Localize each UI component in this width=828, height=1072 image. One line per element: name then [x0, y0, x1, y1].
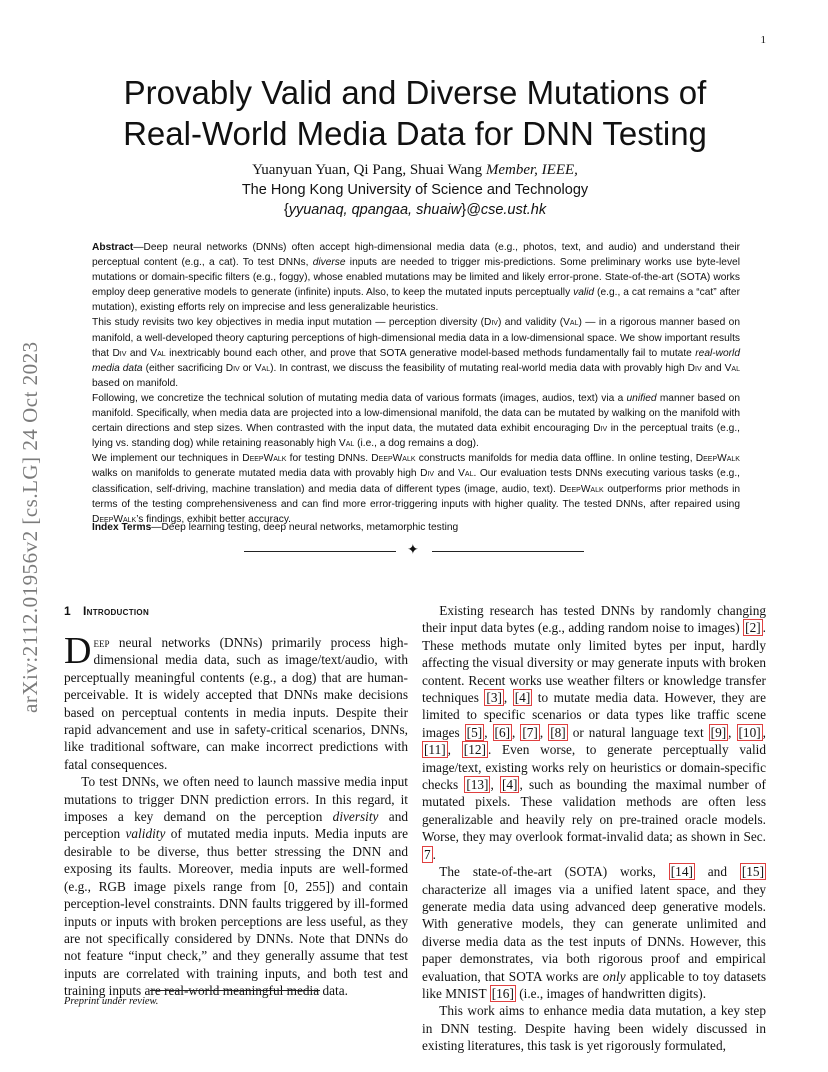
- citation-link[interactable]: [2]: [745, 620, 761, 636]
- footnote: Preprint under review.: [64, 996, 159, 1007]
- affiliation: The Hong Kong University of Science and Technology: [241, 182, 589, 198]
- body-paragraph: This work aims to enhance media data mutation, a key step in DNN testing. Despite having been widely discussed in existing literatures, this task is yet rigorously formulated,: [422, 1003, 766, 1054]
- citation-link[interactable]: [8]: [550, 724, 566, 740]
- index-terms: Index Terms—Deep learning testing, deep neural networks, metamorphic testing: [92, 522, 459, 533]
- drop-cap: D: [64, 630, 92, 672]
- citation-link[interactable]: [5]: [466, 724, 483, 740]
- author-names: Yuanyuan Yuan, Qi Pang, Shuai Wang Member, IEEE,: [252, 162, 578, 178]
- section-divider: [244, 544, 584, 558]
- left-column: [64, 600, 408, 1000]
- divider-line: [432, 551, 584, 552]
- divider-diamond-icon: ✦: [407, 542, 419, 558]
- citation-link[interactable]: [15]: [741, 864, 764, 880]
- citation-link[interactable]: [13]: [466, 777, 489, 793]
- author-block: [90, 160, 740, 220]
- citation-link[interactable]: [4]: [514, 690, 531, 706]
- divider-line: [244, 551, 396, 552]
- abstract-paragraph: This study revisits two key objectives in media input mutation — perception diversity (Div) and validity (Val) — in a rigorous manner based on manifold, a well-developed theory capturing perceptions of high-dimensional media data in a low-dimensional space. We show important results that Div and Val inextricably bound each other, and prove that SOTA generative model-based methods fundamentally fail to mutate real-world media data (either sacrificing Div or Val). In contrast, we discuss the feasibility of mutating real-world media data with provably high Div and Val based on manifold.: [92, 317, 740, 389]
- intro-paragraph: Deep neural networks (DNNs) primarily process high-dimensional media data, such as image/text/audio, with perceptually meaningful contents (e.g., a dog) that are human-perceivable. It is widely accepted that DNNs make decisions based on perceptual contents in media inputs. Despite their rapid advancement and use in safety-critical scenarios, DNNs, like traditional software, can make incorrect predictions with fatal consequences.: [64, 630, 408, 772]
- abstract-paragraph: We implement our techniques in DeepWalk for testing DNNs. DeepWalk constructs manifolds for media data offline. In online testing, DeepWalk walks on manifolds to generate mutated media data with provably high Div and Val. Our evaluation tests DNNs executing various tasks (e.g., classification, self-driving, machine translation) and media data of different types (image, audio, text). DeepWalk outperforms prior methods in terms of the testing comprehensiveness and can find more error-triggering inputs with higher quality. The tested DNNs, after repaired using DeepWalk’s findings, exhibit better accuracy.: [92, 453, 741, 525]
- section-heading: 1 Introduction: [64, 604, 150, 618]
- abstract-paragraph: Abstract—Deep neural networks (DNNs) often accept high-dimensional media data (e.g., photos, text, and audio) and understand their perceptual content (e.g., a cat). To test DNNs, diverse inputs are needed to trigger mis-predictions. Some preliminary works use byte-level mutations or domain-specific filters (e.g., foggy), whose enabled mutations may be limited and likely error-prone. State-of-the-art (SOTA) works employ deep generative models to generate (infinite) inputs. Also, to keep the mutated inputs perceptually valid (e.g., a cat remains a “cat” after mutation), existing efforts rely on imprecise and less generalizable heuristics.: [92, 242, 740, 314]
- section-link[interactable]: 7: [424, 846, 431, 862]
- intro-paragraph: To test DNNs, we often need to launch massive media input mutations to trigger DNN prediction errors. In this regard, it imposes a key demand on the perception diversity and perception validity of mutated media inputs. Media inputs are desirable to be diverse, thus better stressing the DNN and exposing its faults. Moreover, media inputs are well-formed (e.g., RGB image pixels range from [0, 255]) and contain perception-level constraints. DNN faults triggered by ill-formed inputs or inputs with broken perceptions are less useful, as they are not specifically considered by DNNs. Note that DNNs do not feature “input check,” and they generally assume that test inputs are correlated with training inputs, and both test and training inputs are real-world meaningful media data.: [64, 774, 408, 999]
- abstract-paragraph: Following, we concretize the technical solution of mutating media data of various formats (images, audios, text) via a unified manner based on manifold. Specifically, when media data are projected into a low-dimensional manifold, the data can be mutated by walking on the manifold with certain directions and step sizes. When contrasted with the input data, the mutated data exhibit encouraging Div in the perceptual traits (e.g., lying vs. standing dog) while retaining reasonably high Val (i.e., a dog remains a dog).: [92, 392, 740, 450]
- arxiv-identifier: arXiv:2112.01956v2 [cs.LG] 24 Oct 2023: [18, 341, 42, 714]
- author-membership: Member, IEEE,: [485, 162, 578, 178]
- citation-link[interactable]: [11]: [424, 742, 446, 758]
- citation-link[interactable]: [9]: [710, 724, 727, 740]
- body-paragraph: Existing research has tested DNNs by randomly changing their input data bytes (e.g., adding random noise to images) [2] . These methods mutate only limited bytes per input, hardly affecting the visual diversity or may generate inputs with broken content. Recent works use weather filters or knowledge transfer techniques [3] , [4] to mutate media data. However, they are limited to specific scenarios or data types like traffic scene images [5] , [6] , [7] , [8] or natural language text [9] , [10] , [11] , [12] . Even worse, to generate perceptually valid image/text, existing works rely on heuristics or domain-specific checks [13] , [4] , such as bounding the maximal number of mutated pixels. These validation methods are often less generalizable and heavily rely on pre-trained oracle models. Worse, they may overlook format-invalid data; as shown in Sec. 7 .: [422, 603, 767, 862]
- citation-link[interactable]: [4]: [501, 777, 518, 793]
- citation-link[interactable]: [7]: [522, 724, 538, 740]
- title-line-2: Real-World Media Data for DNN Testing: [123, 115, 707, 152]
- citation-link[interactable]: [14]: [670, 864, 693, 880]
- citation-link[interactable]: [3]: [486, 690, 502, 706]
- author-emails: {yyuanaq, qpangaa, shuaiw}@cse.ust.hk: [283, 202, 547, 218]
- citation-link[interactable]: [16]: [491, 985, 514, 1001]
- title-line-1: Provably Valid and Diverse Mutations of: [123, 74, 707, 111]
- abstract-label: Abstract: [92, 242, 134, 253]
- citation-link[interactable]: [12]: [463, 742, 486, 758]
- right-column: [422, 602, 766, 1055]
- paper-title: [90, 72, 740, 154]
- abstract: [92, 240, 740, 527]
- citation-link[interactable]: [10]: [738, 724, 761, 740]
- index-terms-label: Index Terms: [92, 522, 152, 533]
- page-number: 1: [760, 34, 766, 46]
- footnote-rule: [150, 990, 320, 991]
- body-paragraph: The state-of-the-art (SOTA) works, [14] and [15] characterize all images via a unified latent space, and they generate media data using advanced deep generative models. With generative models, they can generate unlimited and diverse media data as the test inputs of DNNs. However, this paper demonstrates, via both rigorous proof and empirical evaluation, that SOTA works are only applicable to toy datasets like MNIST [16] (i.e., images of handwritten digits).: [422, 864, 766, 1001]
- citation-link[interactable]: [6]: [494, 724, 511, 740]
